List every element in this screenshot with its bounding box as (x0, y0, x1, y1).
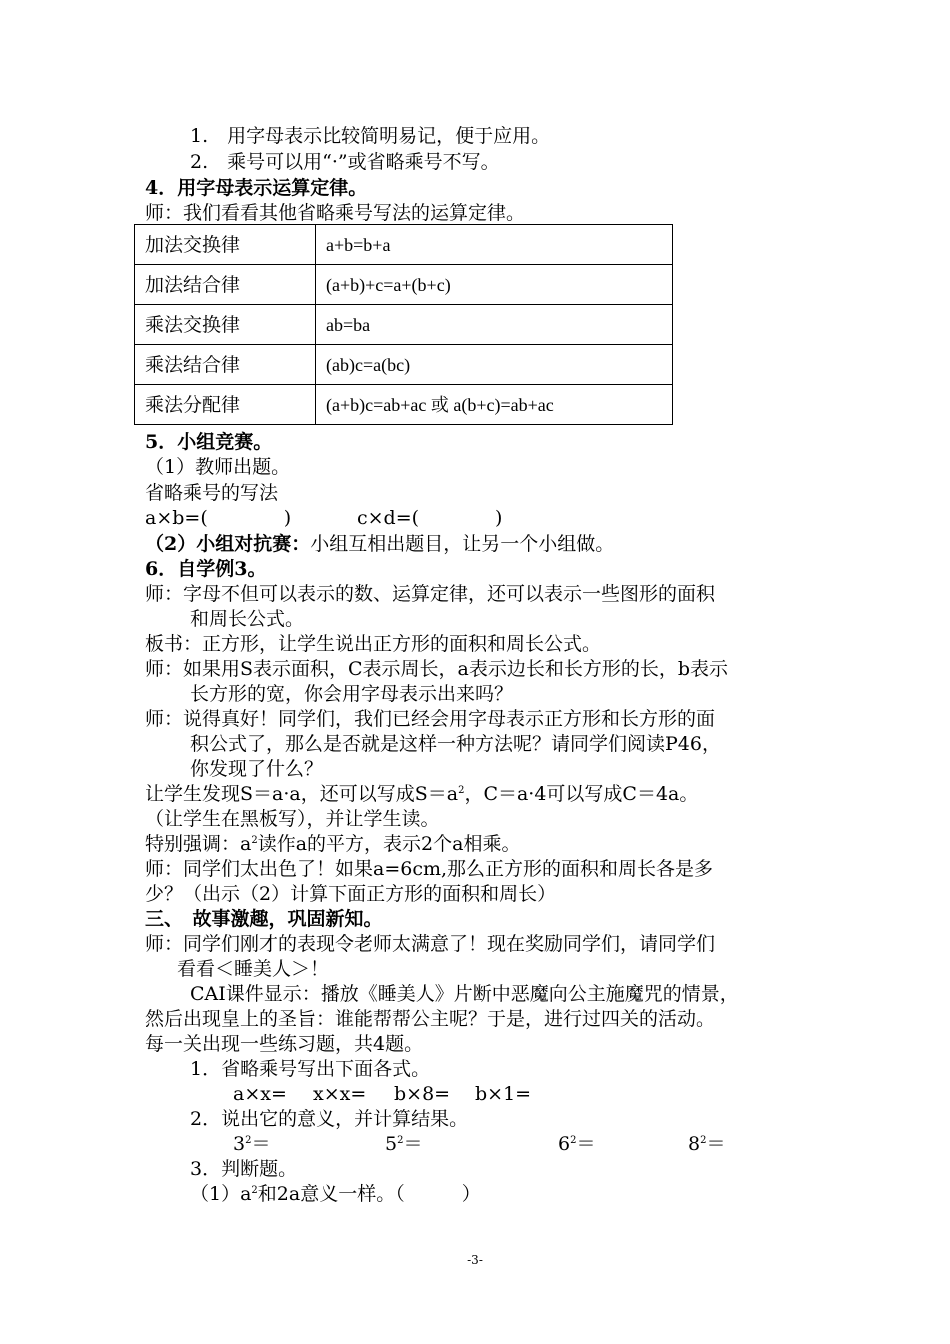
item-2-text: 小组互相出题目，让另一个小组做。 (310, 533, 615, 555)
paragraph: CAI课件显示：播放《睡美人》片断中恶魔向公主施魔咒的情景， (190, 983, 739, 1005)
table-row (135, 345, 673, 385)
exponent: 2 (570, 1135, 577, 1146)
section-5-heading: 5．小组竞赛。 (145, 431, 273, 453)
base: 5 (385, 1133, 398, 1155)
law-name: 乘法结合律 (135, 345, 316, 385)
equals: ＝ (706, 1133, 726, 1155)
exponent: 2 (251, 1185, 258, 1196)
paragraph: 每一关出现一些练习题，共4题。 (145, 1033, 424, 1055)
fill-blank-2: c×d=( ) (357, 507, 503, 529)
text-run: （1）a (190, 1183, 252, 1205)
omit-multiplication-label: 省略乘号的写法 (145, 482, 279, 504)
table-row (135, 225, 673, 265)
exercise-1: 1．省略乘号写出下面各式。 (190, 1058, 431, 1080)
fill-blank-1: a×b=( ) (145, 507, 292, 529)
text-run: 读作a的平方，表示2个a相乘。 (257, 833, 521, 855)
exercise-2: 2．说出它的意义，并计算结果。 (190, 1108, 469, 1130)
section-4-intro: 师：我们看看其他省略乘号写法的运算定律。 (145, 202, 526, 224)
section-6-heading: 6．自学例3。 (145, 558, 267, 580)
laws-table (134, 224, 673, 425)
law-name: 加法结合律 (135, 265, 316, 305)
exercise-1-item: b×8= (394, 1083, 451, 1105)
paragraph: 板书：正方形，让学生说出正方形的面积和周长公式。 (145, 633, 602, 655)
section-3-heading: 三、 故事激趣，巩固新知。 (145, 908, 383, 930)
section-5-item-2 (145, 532, 614, 556)
paragraph: 长方形的宽，你会用字母表示出来吗？ (190, 683, 514, 705)
text-run: ，C＝a·4可以写成C＝4a。 (464, 783, 699, 805)
exponent: 2 (700, 1135, 707, 1146)
exercise-2-item (233, 1132, 270, 1156)
exercise-2-item (385, 1132, 422, 1156)
exercise-3: 3．判断题。 (190, 1158, 298, 1180)
paragraph: （让学生在黑板写），并让学生读。 (145, 808, 440, 830)
equals: ＝ (403, 1133, 423, 1155)
exercise-1-item: b×1= (475, 1083, 532, 1105)
exercise-1-item: x×x= (313, 1083, 367, 1105)
law-name: 乘法分配律 (135, 385, 316, 425)
table-row (135, 385, 673, 425)
text-run: 让学生发现S＝a·a，还可以写成S＝a (145, 783, 459, 805)
equals: ＝ (576, 1133, 596, 1155)
item-2-label: （2）小组对抗赛： (145, 533, 311, 555)
paragraph: 积公式了，那么是否就是这样一种方法呢？请同学们阅读P46， (190, 733, 721, 755)
law-formula: (ab)c=a(bc) (316, 345, 673, 385)
paragraph: 师：说得真好！同学们，我们已经会用字母表示正方形和长方形的面 (145, 708, 716, 730)
equals: ＝ (251, 1133, 271, 1155)
paragraph: 师：同学们刚才的表现令老师太满意了！现在奖励同学们，请同学们 (145, 933, 716, 955)
law-formula: a+b=b+a (316, 225, 673, 265)
table-row (135, 305, 673, 345)
law-formula: ab=ba (316, 305, 673, 345)
law-formula: (a+b)c=ab+ac 或 a(b+c)=ab+ac (316, 385, 673, 425)
paragraph: 然后出现皇上的圣旨：谁能帮帮公主呢？于是，进行过四关的活动。 (145, 1008, 716, 1030)
law-name: 加法交换律 (135, 225, 316, 265)
exponent: 2 (397, 1135, 404, 1146)
exercise-2-item (688, 1132, 725, 1156)
exercise-3-item-1 (190, 1182, 481, 1206)
page-number: -3- (467, 1253, 483, 1267)
note-2: 2. 乘号可以用“·”或省略乘号不写。 (190, 151, 500, 173)
paragraph: 你发现了什么？ (190, 758, 324, 780)
section-5-item-1: （1）教师出题。 (145, 456, 291, 478)
exponent: 2 (458, 785, 465, 796)
paragraph: 少？（出示（2）计算下面正方形的面积和周长） (145, 883, 557, 905)
exercise-1-item: a×x= (233, 1083, 287, 1105)
base: 8 (688, 1133, 701, 1155)
law-formula: (a+b)+c=a+(b+c) (316, 265, 673, 305)
base: 6 (558, 1133, 571, 1155)
paragraph: 师：如果用S表示面积，C表示周长，a表示边长和长方形的长，b表示 (145, 658, 729, 680)
paragraph (145, 832, 520, 856)
text-run: 特别强调：a (145, 833, 252, 855)
exponent: 2 (245, 1135, 252, 1146)
exercise-2-item (558, 1132, 595, 1156)
text-run: 和2a意义一样。（ ） (257, 1183, 481, 1205)
table-row (135, 265, 673, 305)
law-name: 乘法交换律 (135, 305, 316, 345)
paragraph: 和周长公式。 (190, 608, 305, 630)
note-1: 1. 用字母表示比较简明易记，便于应用。 (190, 125, 551, 147)
section-4-heading: 4．用字母表示运算定律。 (145, 177, 368, 199)
base: 3 (233, 1133, 246, 1155)
paragraph (145, 782, 698, 806)
paragraph: 师：同学们太出色了！如果a=6cm,那么正方形的面积和周长各是多 (145, 858, 714, 880)
paragraph: 看看＜睡美人＞！ (177, 958, 330, 980)
exponent: 2 (251, 835, 258, 846)
paragraph: 师：字母不但可以表示的数、运算定律，还可以表示一些图形的面积 (145, 583, 716, 605)
